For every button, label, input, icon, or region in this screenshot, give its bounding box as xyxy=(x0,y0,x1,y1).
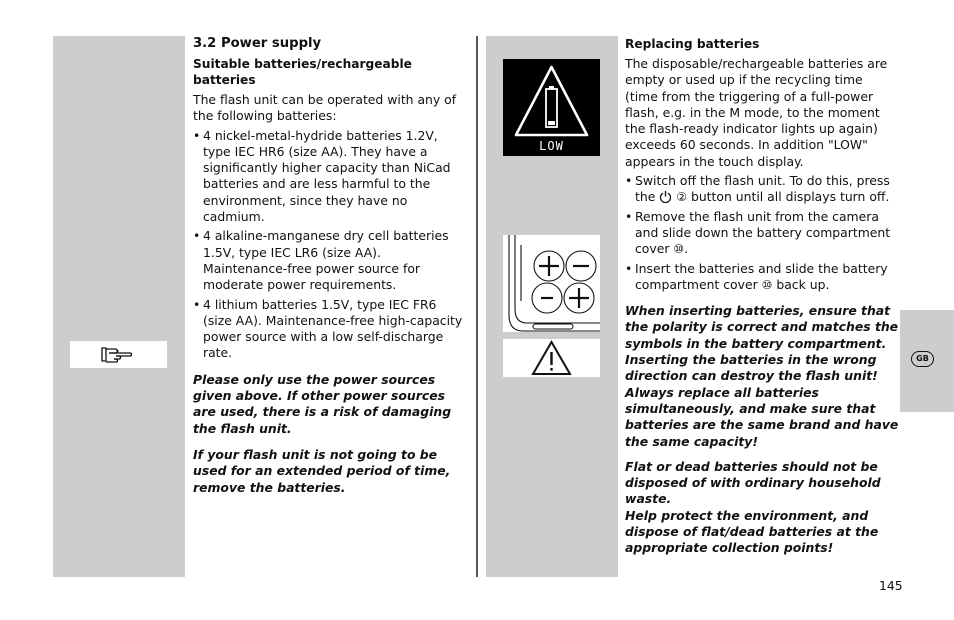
list-item: • Insert the batteries and slide the battery compartment cover ⑩ back up. xyxy=(625,261,899,294)
right-text-column xyxy=(625,36,899,557)
left-text-column xyxy=(193,36,469,496)
language-tab xyxy=(900,310,954,412)
language-badge: GB xyxy=(911,351,934,367)
warning-triangle-icon xyxy=(503,339,600,377)
list-item: • 4 nickel-metal-hydride batteries 1.2V, type IEC HR6 (size AA). They have a significantly higher capacity than NiCad batteries and are less harmful to the environment, since they have no cadmium. xyxy=(193,128,469,226)
replacing-heading: Replacing batteries xyxy=(625,37,760,51)
battery-types-list xyxy=(193,128,469,362)
list-item: • 4 alkaline-manganese dry cell batteries 1.5V, type IEC LR6 (size AA). Maintenance-free power source for moderate power requirements. xyxy=(193,228,469,293)
environment-note: Help protect the environment, and dispose of flat/dead batteries at the appropriate collection points! xyxy=(625,507,879,556)
intro-paragraph: The flash unit can be operated with any of the following batteries: xyxy=(193,92,457,124)
section-subheading: Suitable batteries/rechargeable batteries xyxy=(193,57,412,87)
recycling-paragraph: The disposable/rechargeable batteries are empty or used up if the recycling time (time from the triggering of a full-power flash, e.g. in the M mode, to the moment the flash-ready indicator lights up again) exceeds 60 seconds. In addition "LOW" appears in the touch display. xyxy=(625,56,888,169)
list-item: • Switch off the flash unit. To do this, press the ② button until all displays turn off. xyxy=(625,173,899,206)
power-source-warning: Please only use the power sources given above. If other power sources are used, there is a risk of damaging the flash unit. xyxy=(193,371,452,436)
battery-compartment-illustration xyxy=(503,235,600,332)
left-margin-column xyxy=(53,36,185,577)
button-number-2: ② xyxy=(676,190,688,205)
power-icon xyxy=(659,190,672,203)
pointing-hand-icon xyxy=(70,341,167,368)
disposal-warning: Flat or dead batteries should not be disposed of with ordinary household waste. xyxy=(625,458,881,507)
low-indicator-text: LOW xyxy=(539,139,564,153)
section-heading: 3.2 Power supply xyxy=(193,36,322,51)
cover-number-10: ⑩ xyxy=(673,242,685,257)
warning-box xyxy=(503,339,600,377)
list-item: • 4 lithium batteries 1.5V, type IEC FR6 (size AA). Maintenance-free high-capacity power source with a low self-discharge rate. xyxy=(193,297,469,362)
low-battery-display-icon xyxy=(503,59,600,156)
cover-number-10: ⑩ xyxy=(761,277,773,292)
note-icon-box xyxy=(70,341,167,368)
replacement-steps-list xyxy=(625,173,899,293)
storage-warning: If your flash unit is not going to be used for an extended period of time, remove the batteries. xyxy=(193,446,451,495)
list-item: • Remove the flash unit from the camera and slide down the battery compartment cover ⑩. xyxy=(625,209,899,258)
polarity-warning: When inserting batteries, ensure that the polarity is correct and matches the symbols in the battery compartment. Inserting the batteries in the wrong direction can destroy the flash unit! Always replace all batteries simultaneously, and make sure that batteries are the same brand and have the same capacity! xyxy=(625,303,899,449)
page-number: 145 xyxy=(879,578,903,593)
page-divider xyxy=(476,36,478,577)
